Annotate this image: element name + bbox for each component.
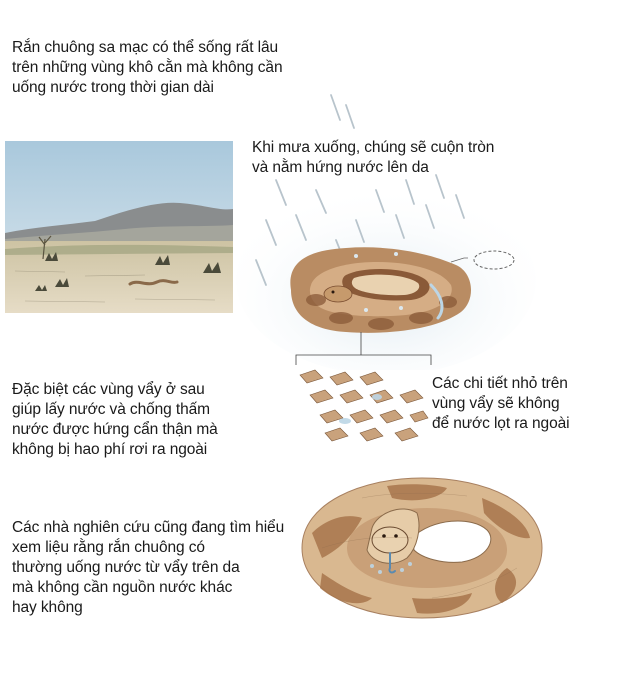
desert-landscape-illustration xyxy=(5,141,233,313)
coiled-snake-top-view-illustration xyxy=(292,458,552,628)
caption-intro: Rắn chuông sa mạc có thể sống rất lâu trên những vùng khô cằn mà không cần uống nước trong thời gian dài xyxy=(12,39,283,96)
coiled-snake-in-rain-illustration xyxy=(236,80,536,370)
caption-scales: Đặc biệt các vùng vẩy ở sau giúp lấy nước và chống thấm nước được hứng cẩn thận mà không bị hao phí rơi ra ngoài xyxy=(12,381,218,458)
caption-rain: Khi mưa xuống, chúng sẽ cuộn tròn và nằm hứng nước lên da xyxy=(252,139,495,176)
caption-details: Các chi tiết nhỏ trên vùng vẩy sẽ không để nước lọt ra ngoài xyxy=(432,375,570,432)
caption-research: Các nhà nghiên cứu cũng đang tìm hiểu xem liệu rằng rắn chuông có thường uống nước từ vẩy trên da mà không cần nguồn nước khác hay không xyxy=(12,519,285,616)
scale-detail-illustration xyxy=(295,365,430,445)
